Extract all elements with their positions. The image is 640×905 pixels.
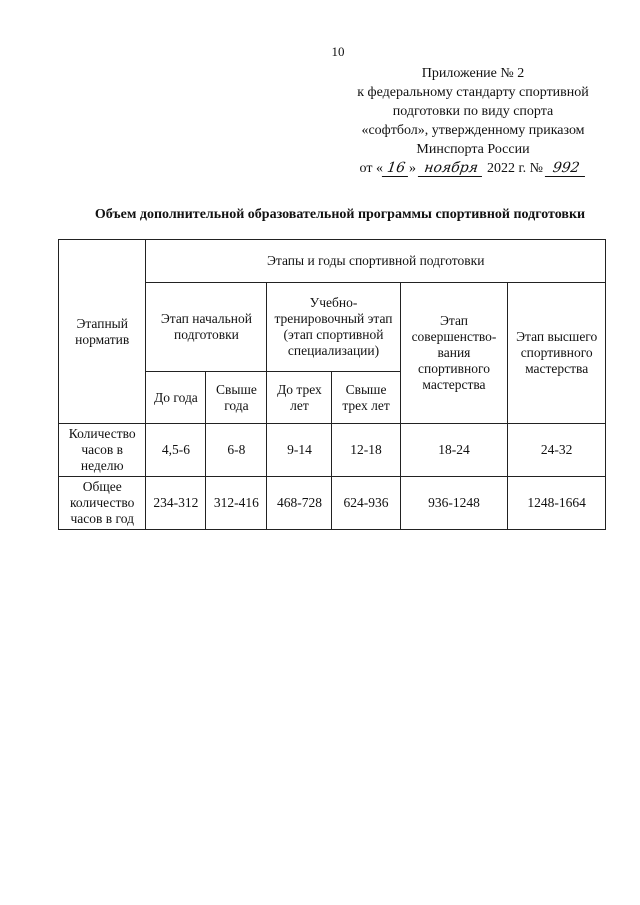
table-cell: 24-32 — [508, 424, 606, 477]
order-day-handwritten: 16 — [382, 161, 410, 177]
header-stage-initial: Этап начальной подготовки — [146, 283, 267, 372]
header-stage-improvement: Этап совершенство-вания спортивного мастерства — [400, 283, 508, 424]
appendix-line: Приложение № 2 — [421, 66, 525, 81]
table-cell: 1248-1664 — [508, 477, 606, 530]
appendix-block — [340, 64, 606, 178]
table-row — [59, 424, 606, 477]
table-cell: 624-936 — [332, 477, 400, 530]
order-quote-close: » — [408, 161, 416, 176]
header-stage-training: Учебно-тренировочный этап (этап спортивной специализации) — [267, 283, 400, 372]
order-prefix: от « — [359, 161, 383, 176]
appendix-line: «софтбол», утвержденному приказом — [361, 123, 585, 138]
header-stage-higher: Этап высшего спортивного мастерства — [508, 283, 606, 424]
table-cell: 12-18 — [332, 424, 400, 477]
table-cell: 234-312 — [146, 477, 206, 530]
table-cell: 936-1248 — [400, 477, 508, 530]
table-cell: 18-24 — [400, 424, 508, 477]
order-line — [340, 159, 606, 178]
subheader-cell: До года — [146, 372, 206, 424]
order-month-handwritten: ноября — [418, 161, 484, 177]
row-label: Количество часов в неделю — [59, 424, 146, 477]
table-row — [59, 477, 606, 530]
table-cell: 468-728 — [267, 477, 332, 530]
subheader-cell: До трех лет — [267, 372, 332, 424]
table-cell: 312-416 — [206, 477, 267, 530]
order-number-handwritten: 992 — [545, 161, 587, 177]
subheader-cell: Свыше года — [206, 372, 267, 424]
header-stages-group: Этапы и годы спортивной подготовки — [146, 240, 606, 283]
table-cell: 6-8 — [206, 424, 267, 477]
row-label: Общее количество часов в год — [59, 477, 146, 530]
table-header-row — [59, 240, 606, 283]
appendix-line: к федеральному стандарту спортивной — [357, 85, 589, 100]
appendix-line: Минспорта России — [416, 142, 530, 157]
header-normative: Этапный норматив — [59, 240, 146, 424]
appendix-line: подготовки по виду спорта — [392, 104, 554, 119]
table-cell: 9-14 — [267, 424, 332, 477]
table-cell: 4,5-6 — [146, 424, 206, 477]
program-volume-table — [58, 239, 606, 530]
subheader-cell: Свыше трех лет — [332, 372, 400, 424]
order-year: 2022 г. № — [486, 161, 543, 176]
document-title: Объем дополнительной образовательной программы спортивной подготовки — [94, 207, 586, 222]
page-number: 10 — [331, 44, 345, 59]
